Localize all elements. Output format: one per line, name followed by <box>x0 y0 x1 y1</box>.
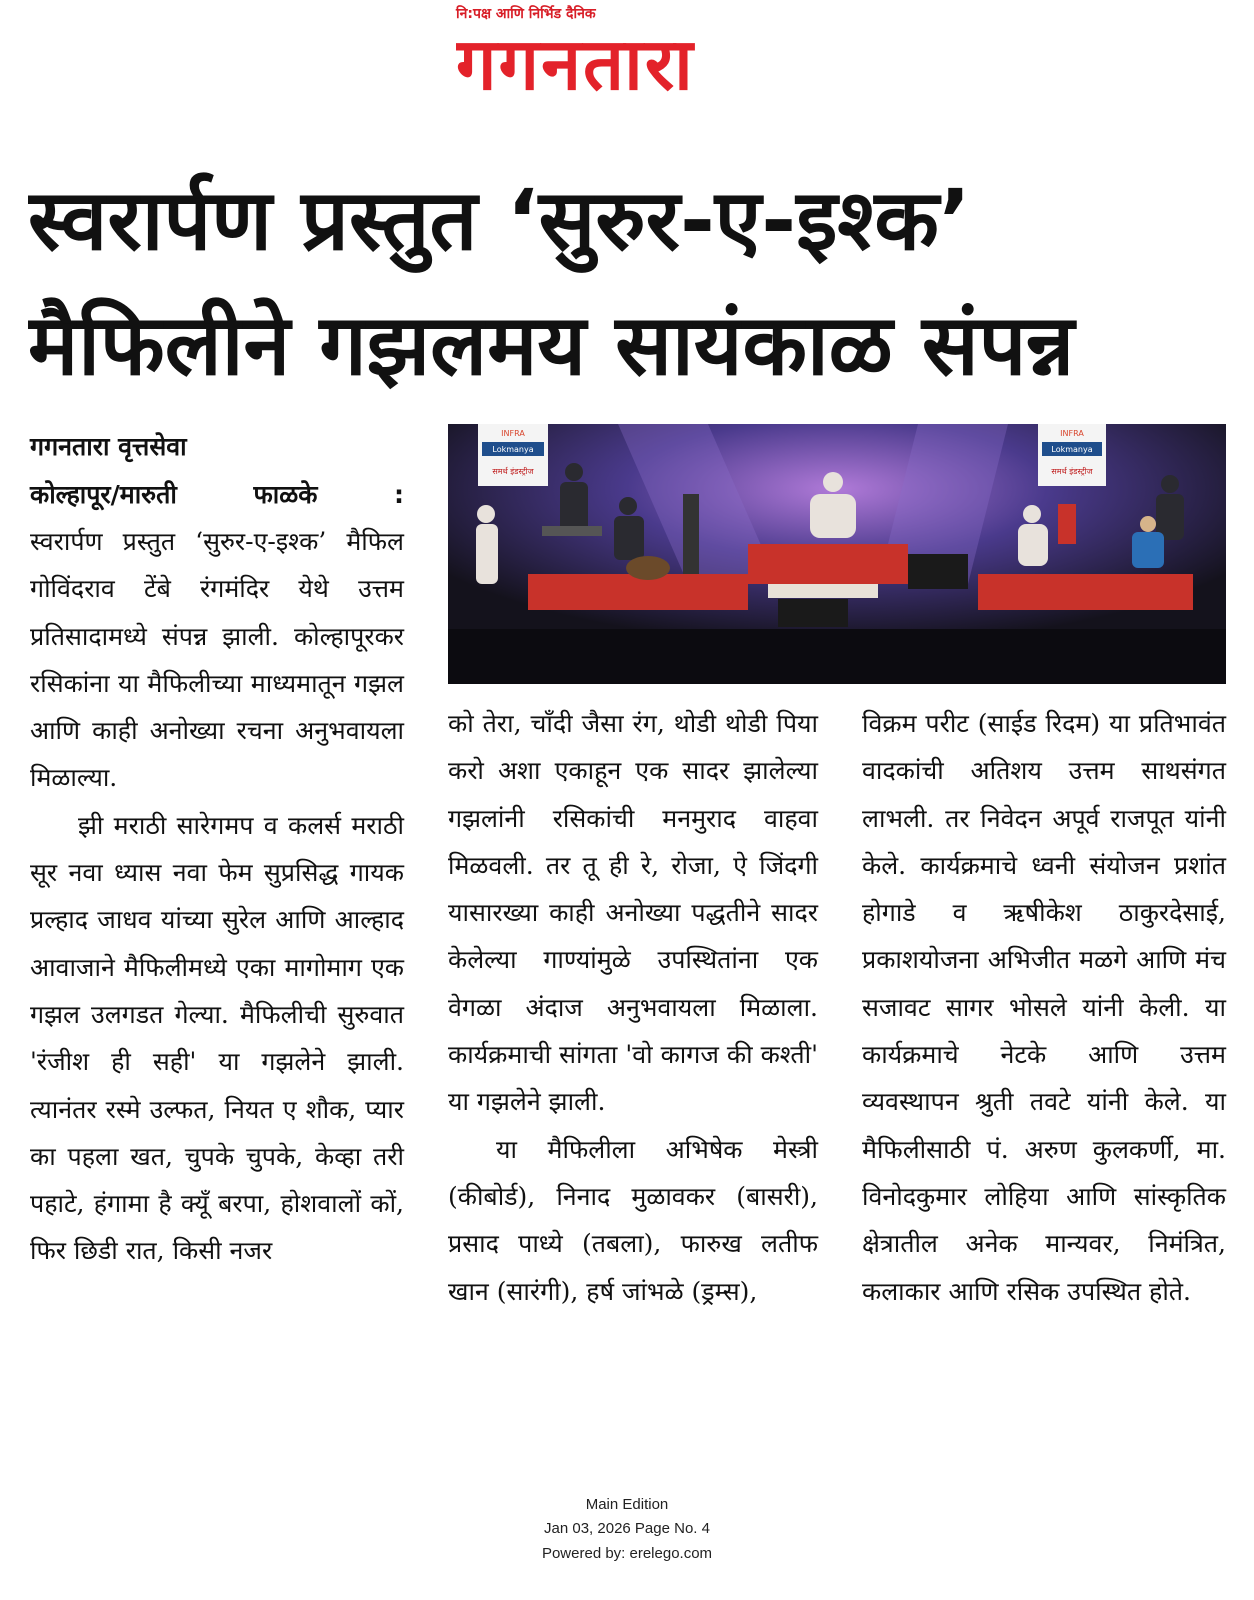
headline-line-1: स्वरार्पण प्रस्तुत ‘सुरुर-ए-इश्क’ <box>28 171 971 269</box>
concert-stage-illustration <box>448 424 1226 684</box>
paragraph: को तेरा, चाँदी जैसा रंग, थोडी थोडी पिया करो अशा एकाहून एक सादर झालेल्या गझलांनी रसिकांची मनमुराद वाहवा मिळवली. तर तू ही रे, रोजा, ऐ जिंदगी यासारख्या काही अनोख्या पद्धतीने सादर केलेल्या गाण्यांमुळे उपस्थितांना एक वेगळा अंदाज अनुभवायला मिळाला. कार्यक्रमाची सांगता 'वो कागज की कश्ती' या गझलेने झाली. <box>448 709 818 1117</box>
banner-right-sponsor2: समर्थ इंडस्ट्रीज <box>1051 467 1093 476</box>
article-column-1 <box>30 518 404 1275</box>
byline-location <box>30 478 404 512</box>
footer-powered-by: Powered by: erelego.com <box>541 1545 713 1562</box>
banner-left-sponsor: Lokmanya <box>492 445 534 454</box>
byline-reporter: फाळके <box>253 480 318 509</box>
banner-left <box>478 424 548 486</box>
headline-line-2: मैफिलीने गझलमय सायंकाळ संपन्न <box>28 296 1075 394</box>
paragraph: स्वरार्पण प्रस्तुत ‘सुरुर-ए-इश्क’ मैफिल गोविंदराव टेंबे रंगमंदिर येथे उत्तम प्रतिसादामध्ये संपन्न झाली. कोल्हापूरकर रसिकांना या मैफिलीच्या माध्यमातून गझल आणि काही अनोख्या रचना अनुभवायला मिळाल्या. <box>30 527 404 793</box>
paragraph: झी मराठी सारेगमप व कलर्स मराठी सूर नवा ध्यास नवा फेम सुप्रसिद्ध गायक प्रल्हाद जाधव यांच्या सुरेल आणि आल्हाद आवाजाने मैफिलीमध्ये एका मागोमाग एक गझल उलगडत गेल्या. मैफिलीची सुरुवात 'रंजीश ही सही' या गझलेने झाली. त्यानंतर रस्मे उल्फत, नियत ए शौक, प्यार का पहला खत, चुपके चुपके, केव्हा तरी पहाटे, हंगामा है क्यूँ बरपा, होशवालों कों, फिर छिडी रात, किसी नजर <box>30 810 404 1266</box>
footer-edition: Main Edition <box>585 1496 669 1513</box>
article-column-3 <box>862 700 1226 1315</box>
paragraph: या मैफिलीला अभिषेक मेस्त्री (कीबोर्ड), निनाद मुळावकर (बासरी), प्रसाद पाध्ये (तबला), फारुख लतीफ खान (सारंगी), हर्ष जांभळे (ड्रम्स), <box>448 1134 818 1306</box>
banner-left-brand: INFRA <box>501 429 525 438</box>
banner-left-sponsor2: समर्थ इंडस्ट्रीज <box>492 467 534 476</box>
article-column-2 <box>448 700 818 1315</box>
concert-photo <box>448 424 1226 684</box>
byline-agency: गगनतारा वृत्तसेवा <box>30 432 187 461</box>
byline-separator: : <box>394 480 404 509</box>
paragraph: विक्रम परीट (साईड रिदम) या प्रतिभावंत वादकांची अतिशय उत्तम साथसंगत लाभली. तर निवेदन अपूर्व राजपूत यांनी केले. कार्यक्रमाचे ध्वनी संयोजन प्रशांत होगाडे व ऋषीकेश ठाकुरदेसाई, प्रकाशयोजना अभिजीत मळगे आणि मंच सजावट सागर भोसले यांनी केली. या कार्यक्रमाचे नेटके आणि उत्तम व्यवस्थापन श्रुती तवटे यांनी केले. या मैफिलीसाठी पं. अरुण कुलकर्णी, मा. विनोदकुमार लोहिया आणि सांस्कृतिक क्षेत्रातील अनेक मान्यवर, निमंत्रित, कलाकार आणि रसिक उपस्थित होते. <box>862 709 1226 1306</box>
banner-right-sponsor: Lokmanya <box>1051 445 1093 454</box>
footer-date-page: Jan 03, 2026 Page No. 4 <box>544 1520 710 1537</box>
newspaper-masthead: गगनतारा <box>456 22 695 106</box>
banner-right-brand: INFRA <box>1060 429 1084 438</box>
masthead-tagline: नि:पक्ष आणि निर्भिड दैनिक <box>456 6 596 22</box>
banner-right <box>1038 424 1106 486</box>
byline-place: कोल्हापूर/मारुती <box>30 480 177 509</box>
